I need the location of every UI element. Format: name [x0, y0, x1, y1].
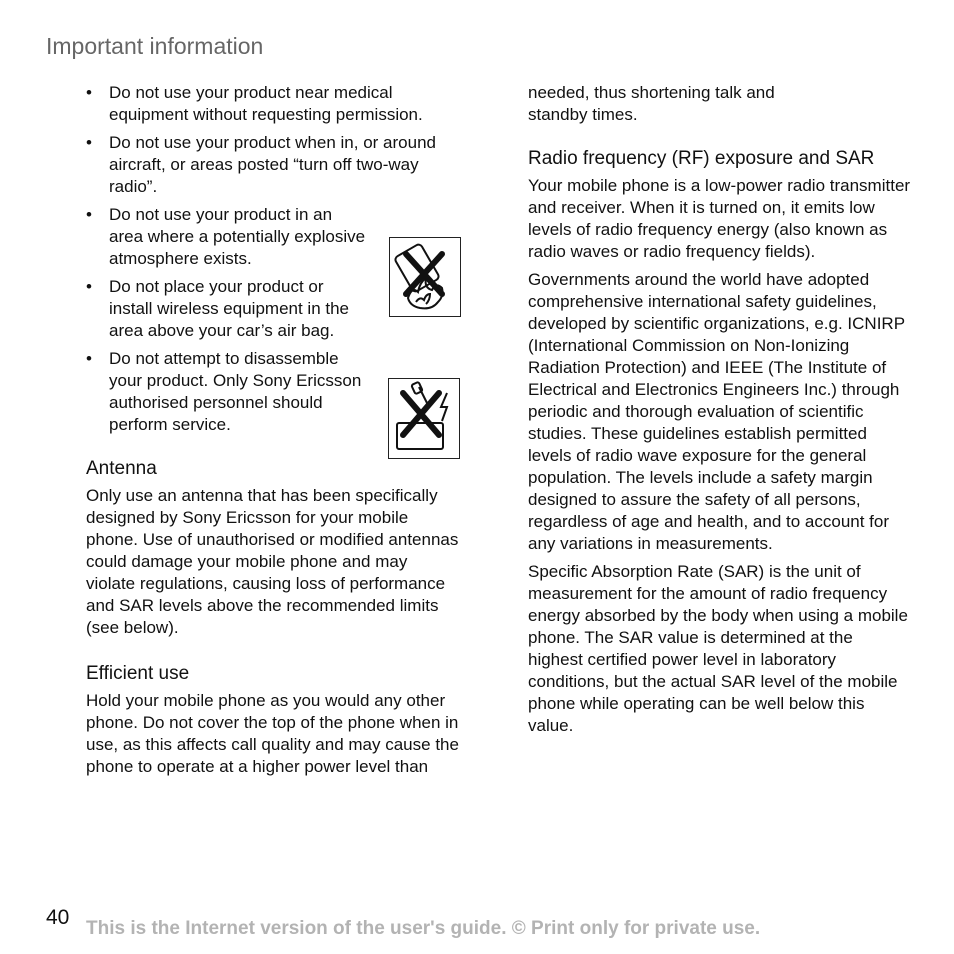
- page-title: Important information: [46, 33, 264, 59]
- antenna-text: Only use an antenna that has been specifically designed by Sony Ericsson for your mobile phone. Use of unauthorised or modified antennas could damage your mobile phone and may violate regulations, causing loss of performance and SAR levels above the recommended limits (see below).: [86, 486, 459, 637]
- no-phone-explosive-atmosphere-icon: [389, 237, 461, 317]
- bullet-disassemble: • Do not attempt to disassemble your product. Only Sony Ericsson authorised personnel should perform service.: [86, 348, 369, 436]
- right-column: [528, 82, 912, 743]
- page-number: 40: [46, 906, 70, 929]
- bullet-air-bag-text: • Do not place your product or install wireless equipment in the area above your car’s air bag.: [109, 277, 350, 340]
- footer-note: This is the Internet version of the user's guide. © Print only for private use.: [86, 918, 761, 939]
- bullet-medical-equipment: • Do not use your product near medical equipment without requesting permission.: [86, 82, 460, 126]
- rf-paragraph-1: Your mobile phone is a low-power radio transmitter and receiver. When it is turned on, it emits low levels of radio frequency energy (also known as radio waves or radio frequency fields).: [528, 176, 911, 261]
- efficient-use-text: Hold your mobile phone as you would any other phone. Do not cover the top of the phone when in use, as this affects call quality and may cause the phone to operate at a higher power level than: [86, 691, 459, 776]
- rf-paragraph-2: Governments around the world have adopted comprehensive international safety guidelines, developed by scientific organizations, e.g. ICNIRP (International Commission on Non-Ionizing Radiation Protection) and IEEE (The Institute of Electrical and Electronics Engineers Inc.) through periodic and thorough evaluation of scientific studies. These guidelines establish permitted levels of radio wave exposure for the general population. The levels include a safety margin designed to assure the safety of all persons, regardless of age and health, and to account for any variations in measurements.: [528, 270, 905, 553]
- bullet-explosive-atmosphere: • Do not use your product in an area where a potentially explosive atmosphere exists.: [86, 204, 369, 270]
- rf-exposure-heading: Radio frequency (RF) exposure and SAR: [528, 148, 875, 169]
- antenna-heading: Antenna: [86, 458, 157, 479]
- rf-paragraph-3: Specific Absorption Rate (SAR) is the unit of measurement for the amount of radio frequency energy absorbed by the body when using a mobile phone. The SAR value is determined at the highest certified power level in laboratory conditions, but the actual SAR level of the mobile phone while operating can be well below this value.: [528, 562, 908, 735]
- bullet-aircraft: • Do not use your product when in, or around aircraft, or areas posted “turn off two-way radio”.: [86, 132, 460, 198]
- no-disassemble-icon: [388, 378, 460, 459]
- efficient-use-heading: Efficient use: [86, 663, 190, 684]
- efficient-use-continuation: needed, thus shortening talk and standby times.: [528, 83, 775, 124]
